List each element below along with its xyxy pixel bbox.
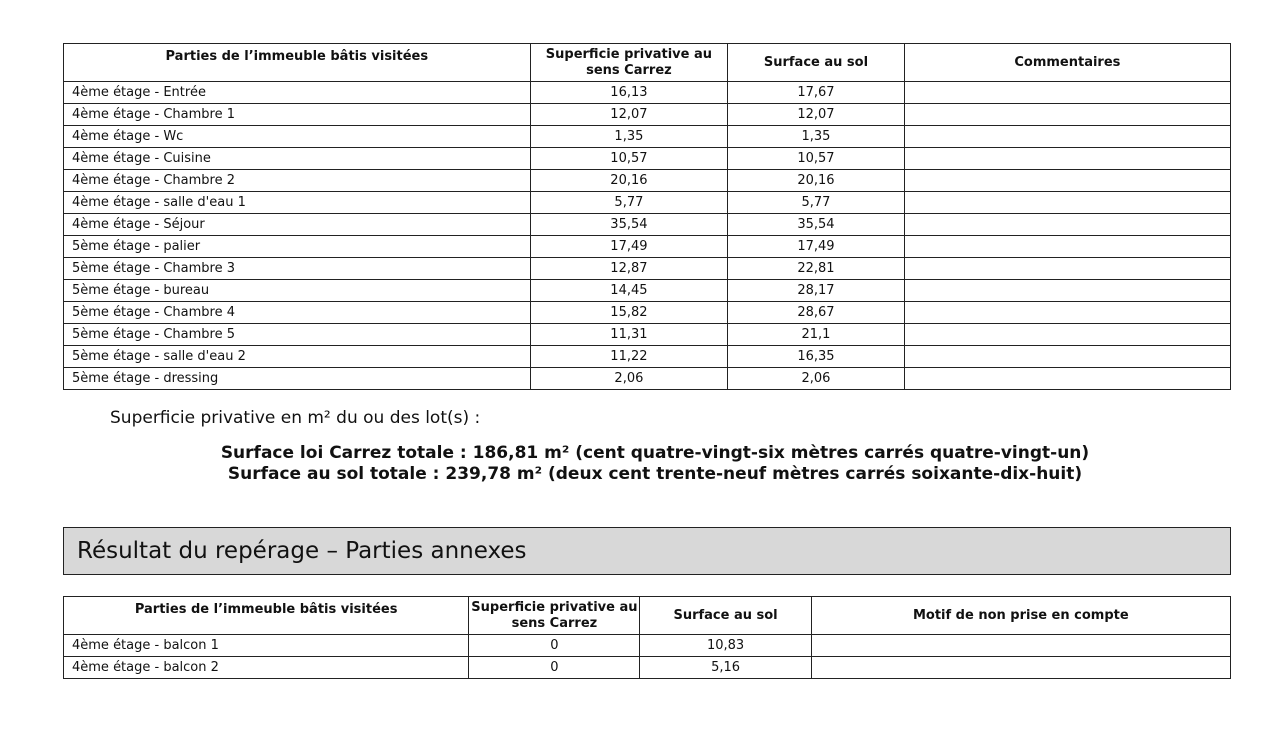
table-row	[64, 236, 1231, 258]
row-sol: 20,16	[728, 170, 905, 192]
annex-table-body	[64, 635, 1231, 679]
table-row	[64, 258, 1231, 280]
section-title: Résultat du repérage – Parties annexes	[77, 538, 527, 564]
section-header	[63, 527, 1231, 575]
annex-header-sol: Surface au sol	[640, 597, 811, 635]
surface-table	[63, 43, 1231, 390]
row-comment	[904, 258, 1230, 280]
table-row	[64, 635, 1231, 657]
row-label: 5ème étage - dressing	[64, 368, 531, 390]
row-label: 4ème étage - Entrée	[64, 82, 531, 104]
row-sol: 28,17	[728, 280, 905, 302]
row-label: 4ème étage - Séjour	[64, 214, 531, 236]
row-comment	[904, 192, 1230, 214]
row-label: 4ème étage - salle d'eau 1	[64, 192, 531, 214]
summary-label: Superficie privative en m² du ou des lot(s) :	[110, 408, 481, 428]
row-sol: 35,54	[728, 214, 905, 236]
row-motif	[811, 657, 1230, 679]
row-sol: 16,35	[728, 346, 905, 368]
table-row	[64, 302, 1231, 324]
surface-table-header	[64, 44, 1231, 82]
table-row	[64, 170, 1231, 192]
row-sol: 10,57	[728, 148, 905, 170]
table-row	[64, 126, 1231, 148]
header-parts: Parties de l’immeuble bâtis visitées	[64, 44, 531, 82]
table-row	[64, 214, 1231, 236]
row-comment	[904, 346, 1230, 368]
row-label: 4ème étage - Chambre 2	[64, 170, 531, 192]
row-comment	[904, 302, 1230, 324]
row-carrez: 0	[469, 657, 640, 679]
row-comment	[904, 82, 1230, 104]
row-comment	[904, 170, 1230, 192]
row-carrez: 11,31	[530, 324, 728, 346]
row-label: 4ème étage - Cuisine	[64, 148, 531, 170]
row-label: 5ème étage - bureau	[64, 280, 531, 302]
row-carrez: 0	[469, 635, 640, 657]
row-comment	[904, 324, 1230, 346]
row-sol: 17,67	[728, 82, 905, 104]
row-label: 5ème étage - salle d'eau 2	[64, 346, 531, 368]
row-sol: 28,67	[728, 302, 905, 324]
row-carrez: 1,35	[530, 126, 728, 148]
table-row	[64, 148, 1231, 170]
row-sol: 21,1	[728, 324, 905, 346]
row-sol: 5,77	[728, 192, 905, 214]
total-sol: Surface au sol totale : 239,78 m² (deux cent trente-neuf mètres carrés soixante-dix-huit)	[227, 464, 1083, 484]
annex-header-parts: Parties de l’immeuble bâtis visitées	[64, 597, 469, 635]
row-carrez: 35,54	[530, 214, 728, 236]
row-label: 4ème étage - Chambre 1	[64, 104, 531, 126]
row-comment	[904, 368, 1230, 390]
table-row	[64, 280, 1231, 302]
table-row	[64, 192, 1231, 214]
table-row	[64, 104, 1231, 126]
row-sol: 10,83	[640, 635, 811, 657]
row-comment	[904, 280, 1230, 302]
annex-table	[63, 596, 1231, 679]
row-comment	[904, 148, 1230, 170]
header-comments: Commentaires	[904, 44, 1230, 82]
table-row	[64, 368, 1231, 390]
table-row	[64, 657, 1231, 679]
row-sol: 2,06	[728, 368, 905, 390]
row-label: 5ème étage - palier	[64, 236, 531, 258]
row-label: 4ème étage - balcon 2	[64, 657, 469, 679]
row-sol: 17,49	[728, 236, 905, 258]
header-sol: Surface au sol	[728, 44, 905, 82]
row-carrez: 10,57	[530, 148, 728, 170]
row-label: 5ème étage - Chambre 5	[64, 324, 531, 346]
row-sol: 1,35	[728, 126, 905, 148]
table-row	[64, 82, 1231, 104]
header-carrez: Superficie privative au sens Carrez	[530, 44, 728, 82]
row-label: 4ème étage - Wc	[64, 126, 531, 148]
annex-table-header	[64, 597, 1231, 635]
annex-header-carrez: Superficie privative au sens Carrez	[469, 597, 640, 635]
annex-header-motif: Motif de non prise en compte	[811, 597, 1230, 635]
row-sol: 22,81	[728, 258, 905, 280]
row-motif	[811, 635, 1230, 657]
table-row	[64, 346, 1231, 368]
row-comment	[904, 104, 1230, 126]
row-carrez: 11,22	[530, 346, 728, 368]
row-label: 5ème étage - Chambre 3	[64, 258, 531, 280]
row-carrez: 16,13	[530, 82, 728, 104]
row-comment	[904, 214, 1230, 236]
row-carrez: 12,07	[530, 104, 728, 126]
row-carrez: 14,45	[530, 280, 728, 302]
table-row	[64, 324, 1231, 346]
row-carrez: 15,82	[530, 302, 728, 324]
row-carrez: 17,49	[530, 236, 728, 258]
row-carrez: 12,87	[530, 258, 728, 280]
row-sol: 12,07	[728, 104, 905, 126]
row-label: 4ème étage - balcon 1	[64, 635, 469, 657]
total-carrez: Surface loi Carrez totale : 186,81 m² (cent quatre-vingt-six mètres carrés quatre-vingt-un)	[220, 443, 1090, 463]
row-carrez: 20,16	[530, 170, 728, 192]
surface-table-body	[64, 82, 1231, 390]
row-label: 5ème étage - Chambre 4	[64, 302, 531, 324]
row-carrez: 5,77	[530, 192, 728, 214]
row-carrez: 2,06	[530, 368, 728, 390]
row-sol: 5,16	[640, 657, 811, 679]
row-comment	[904, 236, 1230, 258]
row-comment	[904, 126, 1230, 148]
